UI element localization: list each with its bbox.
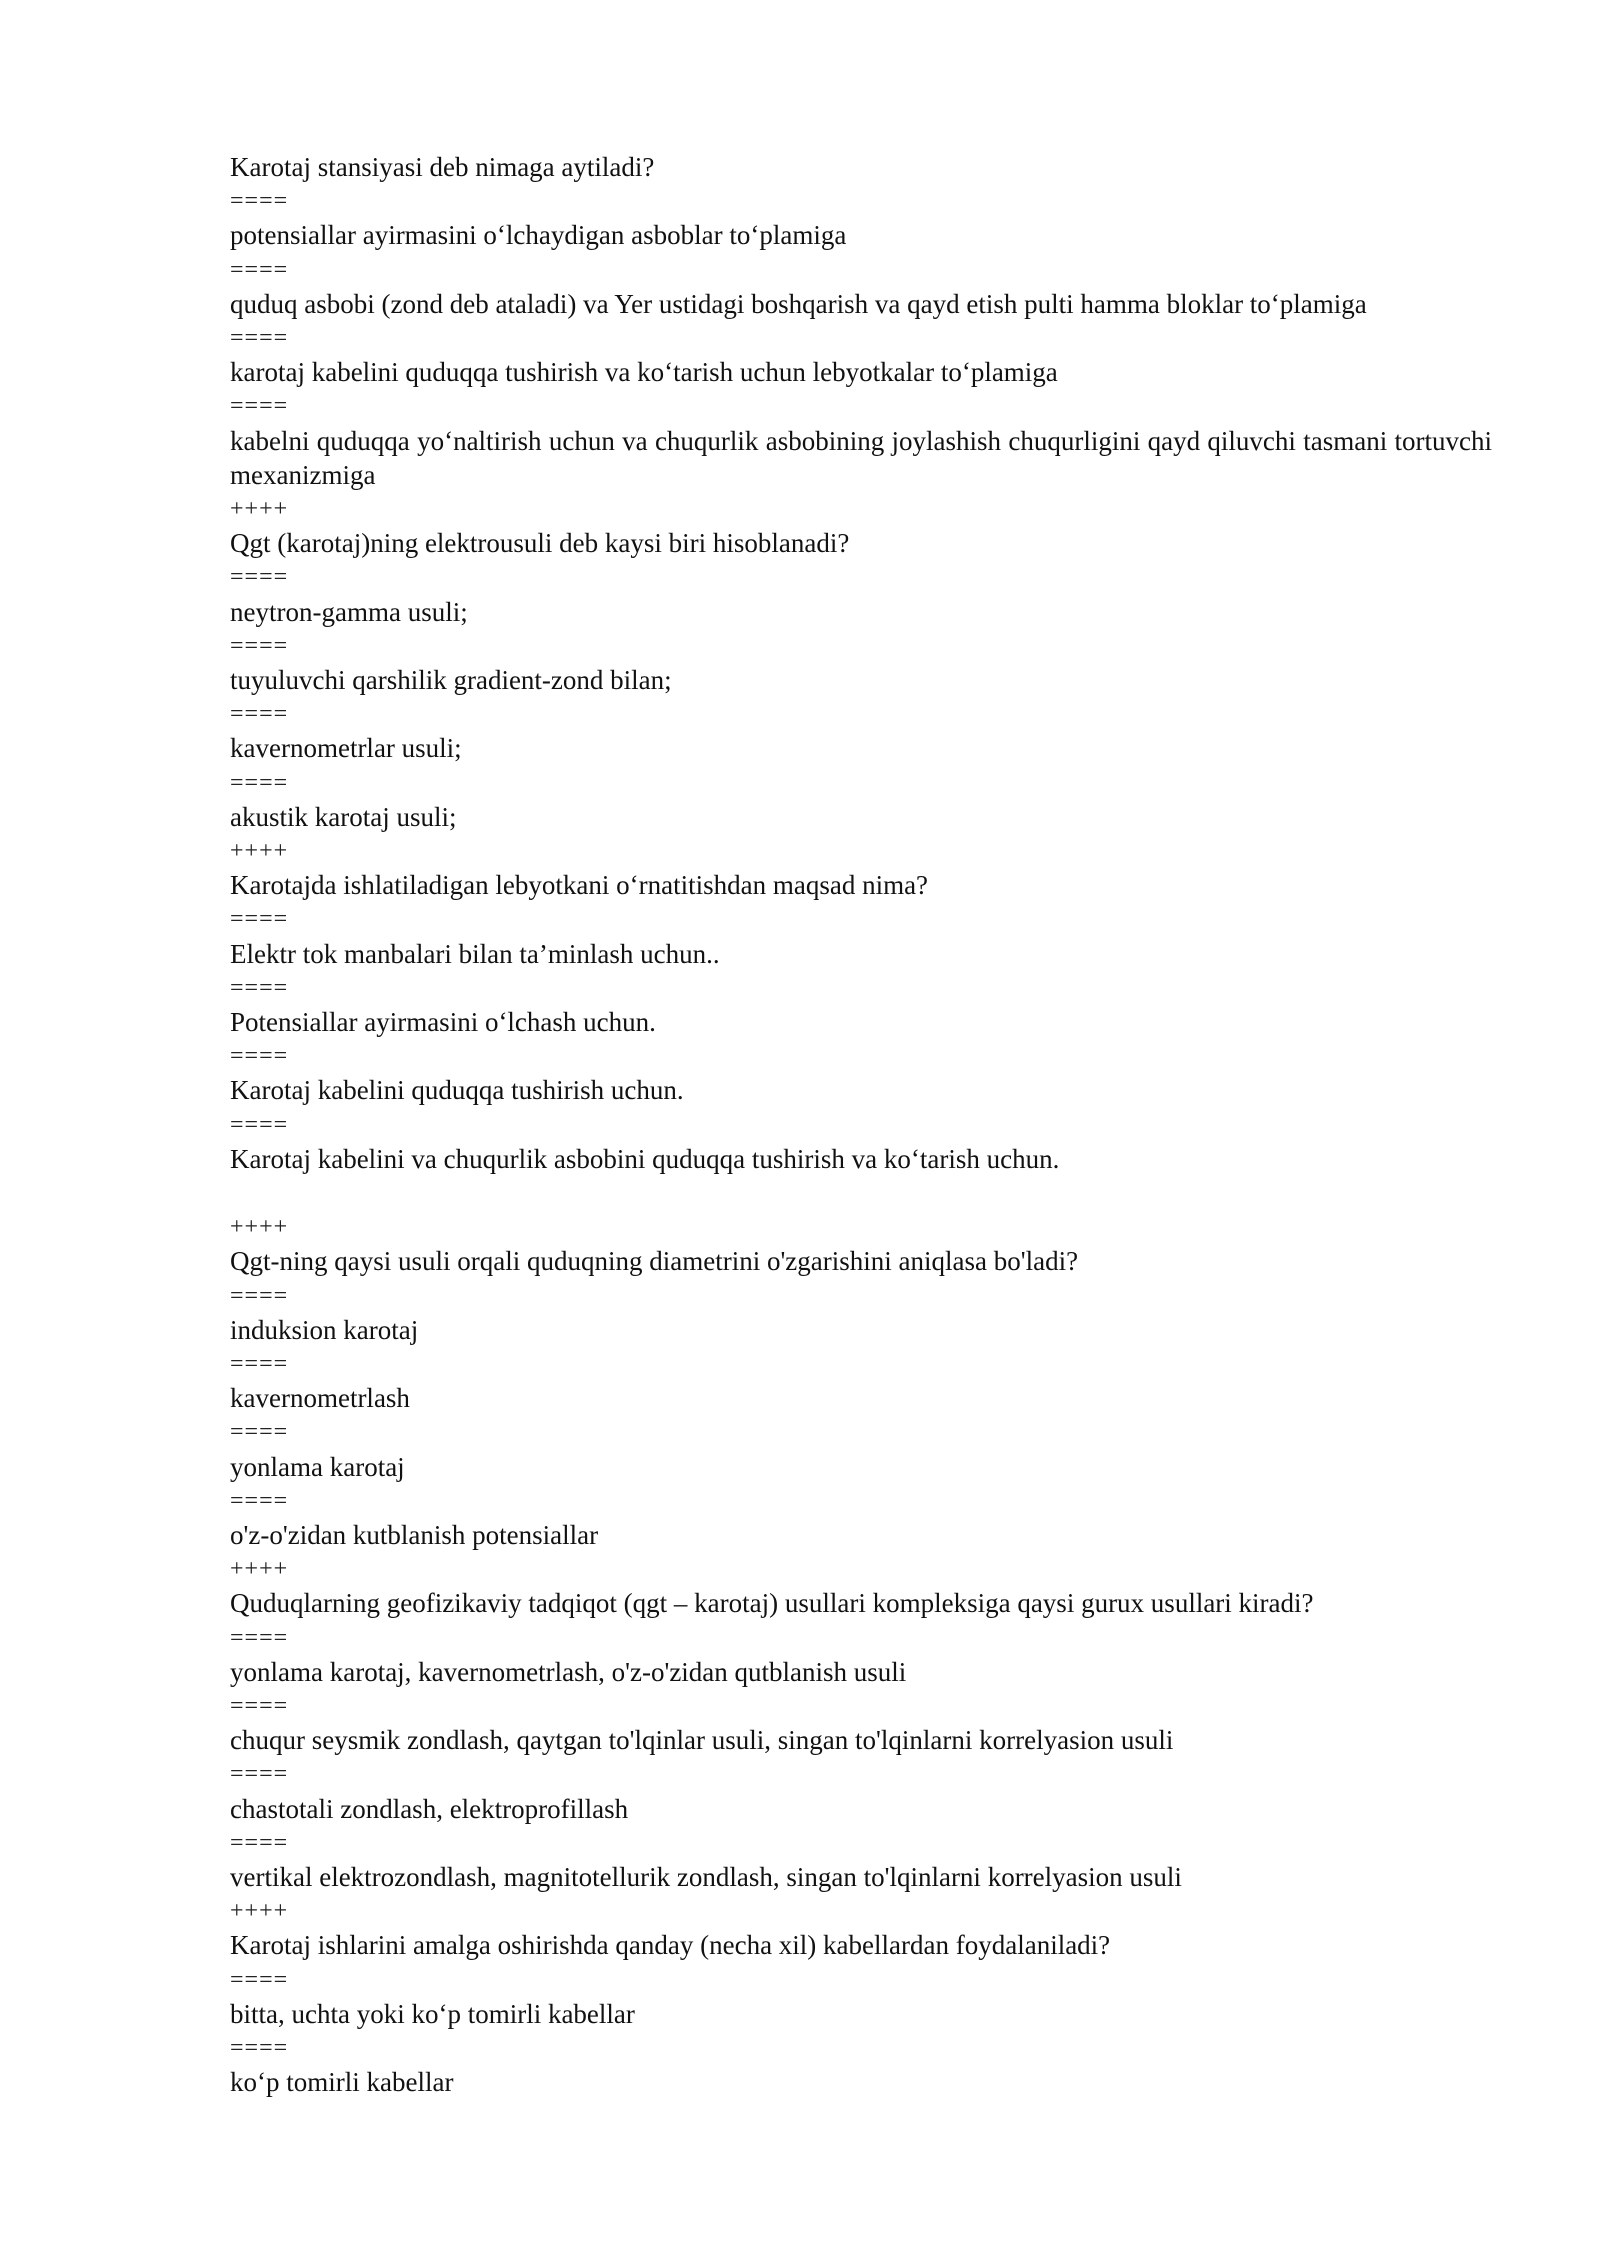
text-line: Karotaj kabelini va chuqurlik asbobini quduqqa tushirish va ko‘tarish uchun.: [230, 1143, 1060, 1174]
text-line: vertikal elektrozondlash, magnitotellurik zondlash, singan to'lqinlarni korrelyasion usuli: [230, 1861, 1182, 1892]
text-line: yonlama karotaj: [230, 1451, 405, 1482]
separator-line: ====: [230, 2034, 289, 2061]
separator-line: ====: [230, 564, 289, 591]
text-line: kavernometrlash: [230, 1383, 410, 1414]
separator-line: ====: [230, 1761, 289, 1788]
text-line: ko‘p tomirli kabellar: [230, 2067, 454, 2098]
separator-line: ====: [230, 1282, 289, 1309]
blank-line: [230, 1176, 1492, 1210]
separator-line: ====: [230, 393, 289, 420]
separator-line: ++++: [230, 496, 289, 523]
text-line: Qgt-ning qaysi usuli orqali quduqning diametrini o'zgarishini aniqlasa bo'ladi?: [230, 1246, 1079, 1277]
separator-line: ++++: [230, 1556, 289, 1583]
text-line: Karotaj ishlarini amalga oshirishda qanday (necha xil) kabellardan foydalaniladi?: [230, 1930, 1111, 1961]
text-line: Potensiallar ayirmasini o‘lchash uchun.: [230, 1007, 656, 1038]
separator-line: ====: [230, 188, 289, 215]
text-line: Qgt (karotaj)ning elektrousuli deb kaysi biri hisoblanadi?: [230, 528, 850, 559]
text-line: akustik karotaj usuli;: [230, 801, 457, 832]
text-line: tuyuluvchi qarshilik gradient-zond bilan;: [230, 665, 672, 696]
separator-line: ====: [230, 632, 289, 659]
text-line: neytron-gamma usuli;: [230, 596, 468, 627]
separator-line: ====: [230, 1350, 289, 1377]
document-page: [230, 150, 1492, 2099]
separator-line: ====: [230, 1111, 289, 1138]
text-line: chastotali zondlash, elektroprofillash: [230, 1793, 629, 1824]
separator-line: ====: [230, 1692, 289, 1719]
text-line: Quduqlarning geofizikaviy tadqiqot (qgt – karotaj) usullari kompleksiga qaysi gurux usullari kiradi?: [230, 1588, 1314, 1619]
text-line: karotaj kabelini quduqqa tushirish va ko‘tarish uchun lebyotkalar to‘plamiga: [230, 357, 1058, 388]
separator-line: ====: [230, 701, 289, 728]
separator-line: ====: [230, 1487, 289, 1514]
text-line: Karotajda ishlatiladigan lebyotkani o‘rnatitishdan maqsad nima?: [230, 870, 929, 901]
text-line: quduq asbobi (zond deb ataladi) va Yer ustidagi boshqarish va qayd etish pulti hamma bloklar to‘plamiga: [230, 288, 1367, 319]
separator-line: ====: [230, 906, 289, 933]
separator-line: ====: [230, 1966, 289, 1993]
separator-line: ++++: [230, 838, 289, 865]
text-line: kabelni quduqqa yo‘naltirish uchun va chuqurlik asbobining joylashish chuqurligini qayd qiluvchi tasmani tortuvchi mexanizmiga: [230, 425, 1492, 490]
separator-line: ====: [230, 769, 289, 796]
text-line: chuqur seysmik zondlash, qaytgan to'lqinlar usuli, singan to'lqinlarni korrelyasion usuli: [230, 1725, 1174, 1756]
separator-line: ++++: [230, 1898, 289, 1925]
text-line: Karotaj stansiyasi deb nimaga aytiladi?: [230, 152, 655, 182]
separator-line: ====: [230, 1829, 289, 1856]
text-line: yonlama karotaj, kavernometrlash, o'z-o'zidan qutblanish usuli: [230, 1656, 907, 1687]
text-line: potensiallar ayirmasini o‘lchaydigan asboblar to‘plamiga: [230, 220, 847, 251]
text-line: bitta, uchta yoki ko‘p tomirli kabellar: [230, 1998, 635, 2029]
text-line: Karotaj kabelini quduqqa tushirish uchun.: [230, 1075, 684, 1106]
text-line: o'z-o'zidan kutblanish potensiallar: [230, 1519, 599, 1550]
separator-line: ====: [230, 256, 289, 283]
text-line: Elektr tok manbalari bilan ta’minlash uchun..: [230, 938, 720, 969]
separator-line: ====: [230, 974, 289, 1001]
separator-line: ====: [230, 325, 289, 352]
separator-line: ++++: [230, 1214, 289, 1241]
separator-line: ====: [230, 1043, 289, 1070]
separator-line: ====: [230, 1624, 289, 1651]
separator-line: ====: [230, 1419, 289, 1446]
text-line: induksion karotaj: [230, 1314, 419, 1345]
text-line: kavernometrlar usuli;: [230, 733, 462, 764]
